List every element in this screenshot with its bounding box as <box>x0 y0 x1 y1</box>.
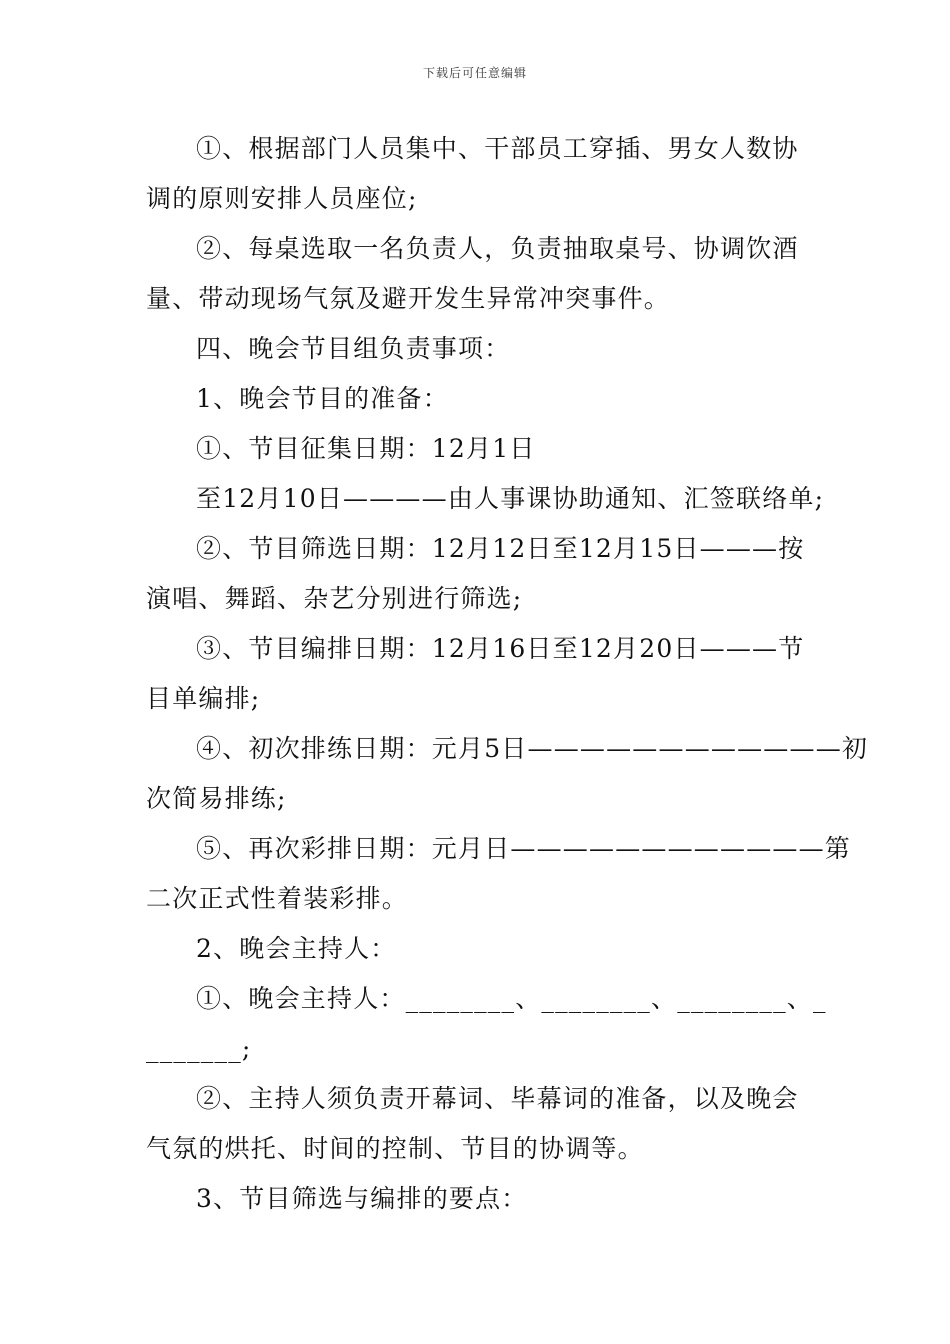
text-line: 调的原则安排人员座位; <box>146 184 418 213</box>
text-line: 目单编排; <box>146 684 261 713</box>
text-line: 量、带动现场气氛及避开发生异常冲突事件。 <box>146 284 671 313</box>
text-line: 至12月10日————由人事课协助通知、汇签联络单; <box>196 484 825 513</box>
text-line: 演唱、舞蹈、杂艺分别进行筛选; <box>146 584 523 613</box>
text-line: ②、主持人须负责开幕词、毕幕词的准备，以及晚会 <box>196 1084 799 1113</box>
text-line: 二次正式性着装彩排。 <box>146 884 409 913</box>
text-line: ②、每桌选取一名负责人，负责抽取桌号、协调饮酒 <box>196 234 799 263</box>
document-body <box>146 124 869 1224</box>
text-line: ⑤、再次彩排日期：元月日————————————第 <box>196 834 852 863</box>
text-line: _______; <box>146 1034 252 1063</box>
text-line: 1、晚会节目的准备： <box>196 384 449 413</box>
text-line: ①、节目征集日期：12月1日 <box>196 434 536 463</box>
text-line: 次简易排练; <box>146 784 287 813</box>
text-line: ④、初次排练日期：元月5日————————————初 <box>196 734 869 763</box>
text-line: 四、晚会节目组负责事项： <box>196 334 511 363</box>
text-line: ③、节目编排日期：12月16日至12月20日———节 <box>196 634 805 663</box>
text-line: ②、节目筛选日期：12月12日至12月15日———按 <box>196 534 805 563</box>
page-header: 下载后可任意编辑 <box>422 66 527 80</box>
text-line: 3、节目筛选与编排的要点： <box>196 1184 528 1213</box>
text-line: 2、晚会主持人： <box>196 934 397 963</box>
text-line: ①、晚会主持人：________、________、________、_ <box>196 984 827 1013</box>
text-line: ①、根据部门人员集中、干部员工穿插、男女人数协 <box>196 134 799 163</box>
text-line: 气氛的烘托、时间的控制、节目的协调等。 <box>146 1134 644 1163</box>
